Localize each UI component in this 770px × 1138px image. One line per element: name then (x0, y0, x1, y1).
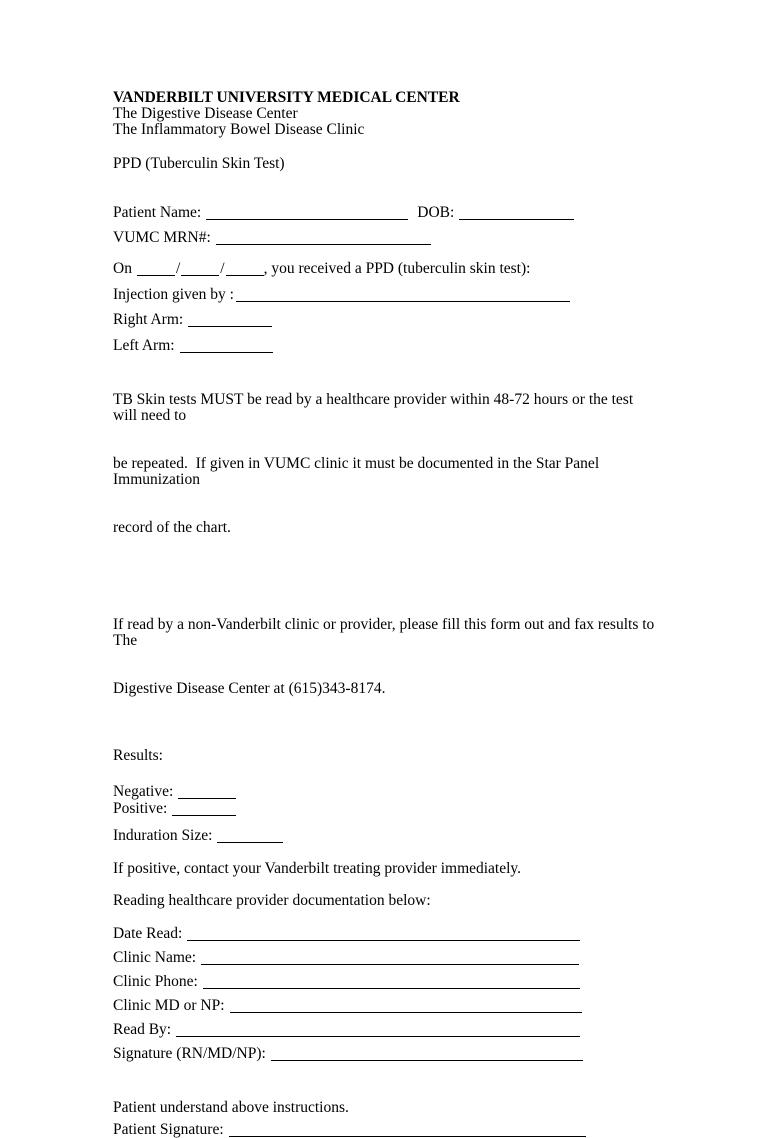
clinic-md-np-field[interactable] (230, 1000, 582, 1013)
date-prefix-label: On (113, 260, 132, 277)
patient-signature-row (113, 1122, 690, 1138)
clinic-phone-row (113, 974, 690, 990)
dob-label: DOB: (417, 204, 455, 221)
induration-size-field[interactable] (217, 830, 283, 843)
clinic-phone-field[interactable] (203, 976, 580, 989)
provider-documentation-note: Reading healthcare provider documentation below: (113, 892, 431, 909)
fax-instructions-paragraph (113, 585, 658, 729)
negative-field[interactable] (178, 786, 236, 799)
dob-field[interactable] (459, 207, 574, 220)
date-month-field[interactable] (137, 263, 175, 276)
positive-field[interactable] (172, 803, 236, 816)
department-line-1: The Digestive Disease Center (113, 105, 298, 122)
mrn-field[interactable] (216, 232, 431, 245)
negative-row (113, 784, 690, 800)
provider-signature-row (113, 1046, 690, 1062)
provider-signature-label: Signature (RN/MD/NP): (113, 1045, 266, 1062)
fax-instructions-line-2: Digestive Disease Center at (615)343-8174. (113, 680, 386, 697)
form-title: PPD (Tuberculin Skin Test) (113, 155, 285, 172)
date-slash-1: / (175, 260, 181, 277)
date-day-field[interactable] (181, 263, 219, 276)
date-read-field[interactable] (187, 928, 580, 941)
clinic-name-field[interactable] (201, 952, 579, 965)
reading-instructions-paragraph (113, 360, 658, 568)
date-year-field[interactable] (226, 263, 264, 276)
reading-instructions-line-2: be repeated. If given in VUMC clinic it must be documented in the Star Panel Immunization (113, 455, 603, 488)
department-line-2: The Inflammatory Bowel Disease Clinic (113, 121, 365, 138)
date-slash-2: / (220, 260, 225, 277)
injection-row (113, 287, 690, 303)
clinic-name-row (113, 950, 690, 966)
reading-instructions-line-1: TB Skin tests MUST be read by a healthcare provider within 48-72 hours or the test will need to (113, 391, 638, 424)
left-arm-row (113, 338, 690, 354)
clinic-phone-label: Clinic Phone: (113, 973, 198, 990)
induration-row (113, 828, 690, 844)
read-by-label: Read By: (113, 1021, 172, 1038)
clinic-md-np-row (113, 998, 690, 1014)
results-heading: Results: (113, 747, 163, 764)
read-by-row (113, 1022, 690, 1038)
read-by-field[interactable] (176, 1024, 580, 1037)
mrn-row (113, 230, 690, 246)
date-read-row (113, 926, 690, 942)
date-suffix-label: , you received a PPD (tuberculin skin test): (263, 260, 531, 277)
patient-name-row (113, 205, 690, 221)
right-arm-label: Right Arm: (113, 311, 184, 328)
acknowledgement-statement: Patient understand above instructions. (113, 1099, 349, 1116)
date-read-label: Date Read: (113, 925, 183, 942)
mrn-label: VUMC MRN#: (113, 229, 211, 246)
injection-given-by-field[interactable] (236, 289, 570, 302)
patient-name-field[interactable] (206, 207, 408, 220)
positive-label: Positive: (113, 800, 168, 817)
injection-given-by-label: Injection given by : (113, 286, 234, 303)
fax-instructions-line-1: If read by a non-Vanderbilt clinic or provider, please fill this form out and fax results to The (113, 616, 658, 649)
left-arm-field[interactable] (180, 340, 273, 353)
provider-signature-field[interactable] (271, 1048, 583, 1061)
positive-row (113, 801, 690, 817)
induration-size-label: Induration Size: (113, 827, 213, 844)
patient-signature-label: Patient Signature: (113, 1121, 224, 1138)
right-arm-field[interactable] (188, 314, 272, 327)
organization-name: VANDERBILT UNIVERSITY MEDICAL CENTER (113, 89, 460, 106)
reading-instructions-line-3: record of the chart. (113, 519, 231, 536)
test-date-row (113, 261, 690, 277)
right-arm-row (113, 312, 690, 328)
patient-name-label: Patient Name: (113, 204, 202, 221)
negative-label: Negative: (113, 783, 174, 800)
positive-instruction-note: If positive, contact your Vanderbilt treating provider immediately. (113, 860, 522, 877)
left-arm-label: Left Arm: (113, 337, 175, 354)
clinic-name-label: Clinic Name: (113, 949, 197, 966)
clinic-md-np-label: Clinic MD or NP: (113, 997, 225, 1014)
patient-signature-field[interactable] (229, 1124, 586, 1137)
